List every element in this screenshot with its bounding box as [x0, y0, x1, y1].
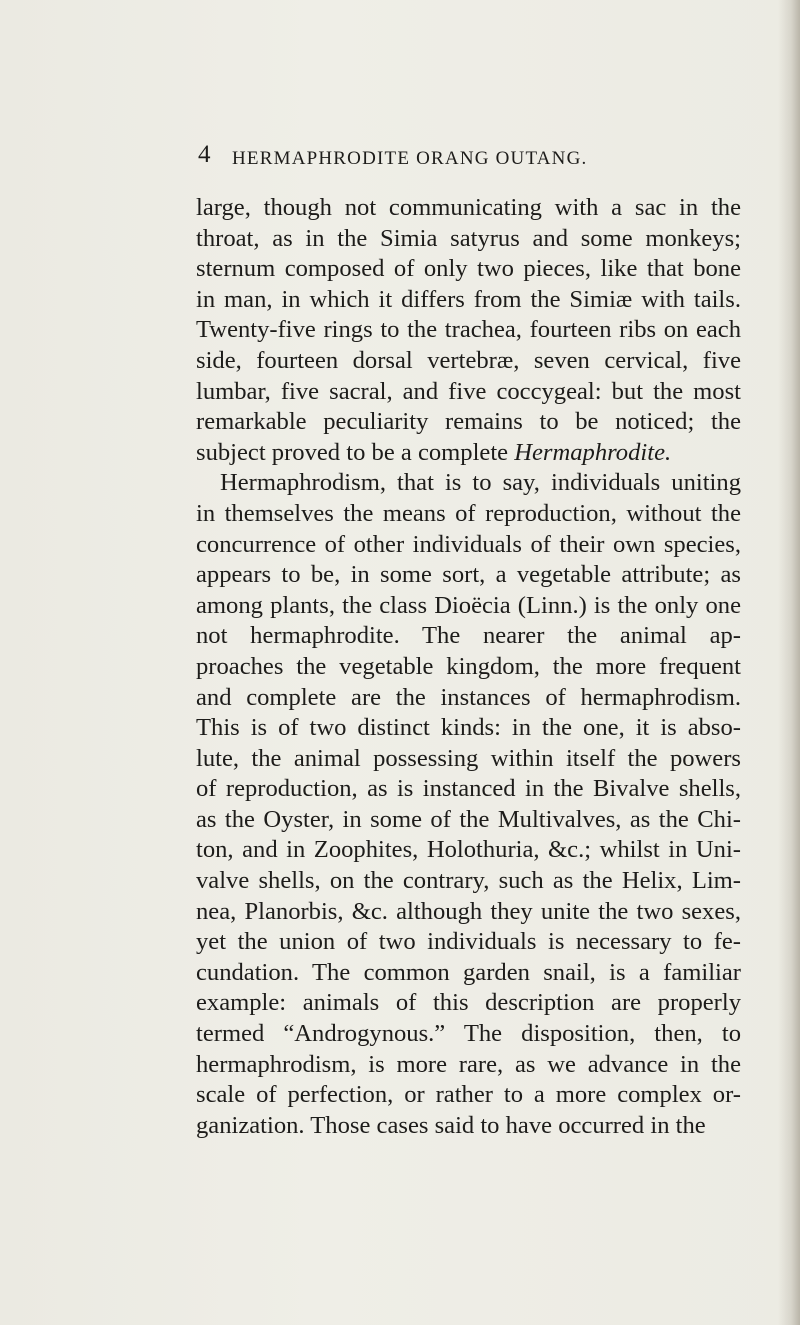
text-line: cundation. The common garden snail, is a familiar [196, 958, 741, 986]
text-line: concurrence of other individuals of their own species, [196, 530, 741, 558]
text-line: hermaphrodism, is more rare, as we advance in the [196, 1050, 741, 1078]
text-line: sternum composed of only two pieces, like that bone [196, 255, 741, 283]
page-number: 4 [198, 141, 211, 168]
paragraph-start-line: Hermaphrodism, that is to say, individuals uniting [220, 469, 741, 497]
text-line: large, though not communicating with a sac in the [196, 194, 741, 221]
text-line: lumbar, five sacral, and five coccygeal: but the most [196, 377, 741, 405]
text-line: lute, the animal possessing within itself the powers [196, 744, 741, 772]
text-line: of reproduction, as is instanced in the Bivalve shells, [196, 775, 741, 803]
text-line: side, fourteen dorsal vertebræ, seven cervical, five [196, 346, 741, 374]
text-line: in themselves the means of reproduction, without the [196, 499, 741, 527]
running-header: HERMAPHRODITE ORANG OUTANG. [232, 148, 588, 169]
text-line: remarkable peculiarity remains to be noticed; the [196, 408, 741, 436]
text-line: Twenty-five rings to the trachea, fourteen ribs on each [196, 316, 741, 344]
text-line: nea, Planorbis, &c. although they unite the two sexes, [196, 897, 741, 925]
text-line: termed “Androgynous.” The disposition, then, to [196, 1020, 741, 1048]
text-line: example: animals of this description are properly [196, 989, 741, 1017]
text-line: valve shells, on the contrary, such as the Helix, Lim- [196, 867, 741, 895]
text-line: proaches the vegetable kingdom, the more frequent [196, 652, 741, 680]
text-line: scale of perfection, or rather to a more complex or- [196, 1081, 741, 1109]
body-text [196, 193, 741, 1141]
text-line: appears to be, in some sort, a vegetable attribute; as [196, 561, 741, 589]
italic-term: Hermaphrodite. [514, 438, 672, 466]
text-line: yet the union of two individuals is necessary to fe- [196, 928, 741, 956]
page-edge-shadow [778, 0, 800, 1325]
text-segment: subject proved to be a complete [196, 438, 515, 466]
text-line: and complete are the instances of hermaphrodism. [196, 683, 741, 711]
text-line: among plants, the class Dioëcia (Linn.) is the only one [196, 591, 741, 619]
text-line: ton, and in Zoophites, Holothuria, &c.; whilst in Uni- [196, 836, 741, 864]
text-line: This is of two distinct kinds: in the one, it is abso- [196, 714, 741, 742]
text-line: in man, in which it differs from the Simiæ with tails. [196, 285, 741, 313]
text-line: throat, as in the Simia satyrus and some monkeys; [196, 224, 741, 252]
text-line [196, 438, 741, 469]
text-line: not hermaphrodite. The nearer the animal ap- [196, 622, 741, 650]
text-line: as the Oyster, in some of the Multivalves, as the Chi- [196, 805, 741, 833]
text-line: ganization. Those cases said to have occurred in the [196, 1111, 706, 1139]
